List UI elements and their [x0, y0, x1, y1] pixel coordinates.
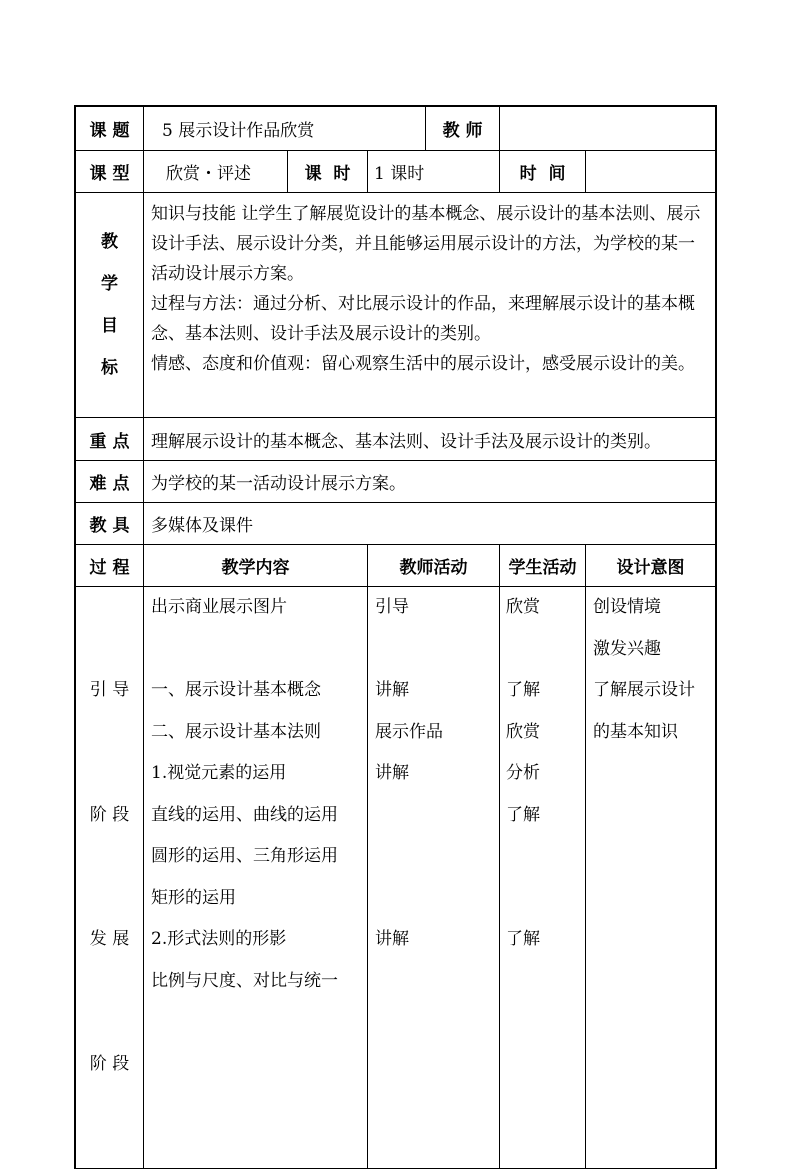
type-value: 欣赏・评述 [144, 151, 288, 193]
difficulty-label: 难 点 [76, 461, 144, 503]
hours-label: 课 时 [288, 151, 368, 193]
objectives-label-char: 教 [101, 232, 118, 252]
student-line: 了解 [506, 804, 541, 825]
tools-label: 教 具 [76, 503, 144, 545]
content-line: 出示商业展示图片 [151, 597, 287, 617]
process-content-cell [144, 587, 368, 1169]
teacher-line [375, 795, 499, 837]
teacher-line: 讲解 [375, 763, 409, 783]
process-header-content: 教学内容 [144, 545, 368, 587]
intent-line: 的基本知识 [593, 721, 679, 742]
teacher-label: 教 师 [426, 107, 500, 151]
student-line [506, 878, 585, 920]
teacher-line: 讲解 [375, 929, 409, 949]
teacher-line: 引导 [375, 597, 409, 617]
content-line: 1.视觉元素的运用 [151, 763, 287, 783]
content-line: 2.形式法则的形影 [151, 929, 287, 949]
process-stage-cell [76, 587, 144, 1169]
type-label: 课 型 [76, 151, 144, 193]
teacher-line [375, 961, 499, 1003]
content-line: 圆形的运用、三角形运用 [151, 846, 338, 866]
objectives-label-char: 目 [101, 316, 118, 336]
stage-line: 阶 段 [89, 1053, 130, 1074]
key-point-label: 重 点 [76, 418, 144, 461]
teacher-line: 讲解 [375, 680, 409, 700]
process-header-stage: 过 程 [76, 545, 144, 587]
teacher-line [375, 878, 499, 920]
teacher-value [500, 107, 716, 151]
intent-line: 创设情境 [593, 597, 662, 617]
student-line [506, 961, 585, 1003]
objectives-content [144, 193, 716, 418]
content-line: 直线的运用、曲线的运用 [151, 804, 338, 825]
objective-process: 过程与方法：通过分析、对比展示设计的作品，来理解展示设计的基本概念、基本法则、设计手法及展示设计的类别。 [151, 294, 695, 344]
student-line: 了解 [506, 680, 541, 700]
process-teacher-cell [368, 587, 500, 1169]
process-header-student: 学生活动 [500, 545, 586, 587]
objective-emotion: 情感、态度和价值观：留心观察生活中的展示设计，感受展示设计的美。 [151, 354, 695, 374]
student-line: 分析 [506, 763, 541, 783]
teacher-line [375, 629, 499, 671]
lesson-plan-table [75, 106, 716, 1169]
stage-line: 发 展 [89, 929, 130, 949]
intent-line: 激发兴趣 [593, 638, 662, 659]
objectives-label-char: 标 [101, 358, 118, 378]
hours-value: 1 课时 [368, 151, 500, 193]
time-label: 时 间 [500, 151, 586, 193]
student-line: 了解 [506, 929, 541, 949]
objectives-label-char: 学 [101, 274, 118, 294]
time-value [586, 151, 716, 193]
stage-line: 阶 段 [89, 804, 130, 825]
stage-line: 引 导 [89, 680, 130, 700]
key-point-value: 理解展示设计的基本概念、基本法则、设计手法及展示设计的类别。 [144, 418, 716, 461]
content-line: 一、展示设计基本概念 [151, 680, 321, 700]
student-line: 欣赏 [506, 721, 541, 742]
objectives-label [76, 193, 144, 418]
intent-line: 了解展示设计 [593, 680, 696, 700]
process-header-intent: 设计意图 [586, 545, 716, 587]
student-line [506, 836, 585, 878]
topic-value: 5 展示设计作品欣赏 [144, 107, 426, 151]
student-line: 欣赏 [506, 597, 541, 617]
content-line: 比例与尺度、对比与统一 [151, 970, 338, 991]
tools-value: 多媒体及课件 [144, 503, 716, 545]
teacher-line: 展示作品 [375, 721, 443, 742]
objective-knowledge: 知识与技能 让学生了解展览设计的基本概念、展示设计的基本法则、展示设计手法、展示设计分类，并且能够运用展示设计的方法，为学校的某一活动设计展示方案。 [151, 204, 701, 284]
process-intent-cell [586, 587, 716, 1169]
student-line [506, 629, 585, 671]
content-line: 二、展示设计基本法则 [151, 721, 321, 742]
process-header-teacher: 教师活动 [368, 545, 500, 587]
difficulty-value: 为学校的某一活动设计展示方案。 [144, 461, 716, 503]
process-student-cell [500, 587, 586, 1169]
content-line [151, 629, 367, 671]
topic-label: 课 题 [76, 107, 144, 151]
teacher-line [375, 836, 499, 878]
content-line: 矩形的运用 [151, 887, 236, 908]
